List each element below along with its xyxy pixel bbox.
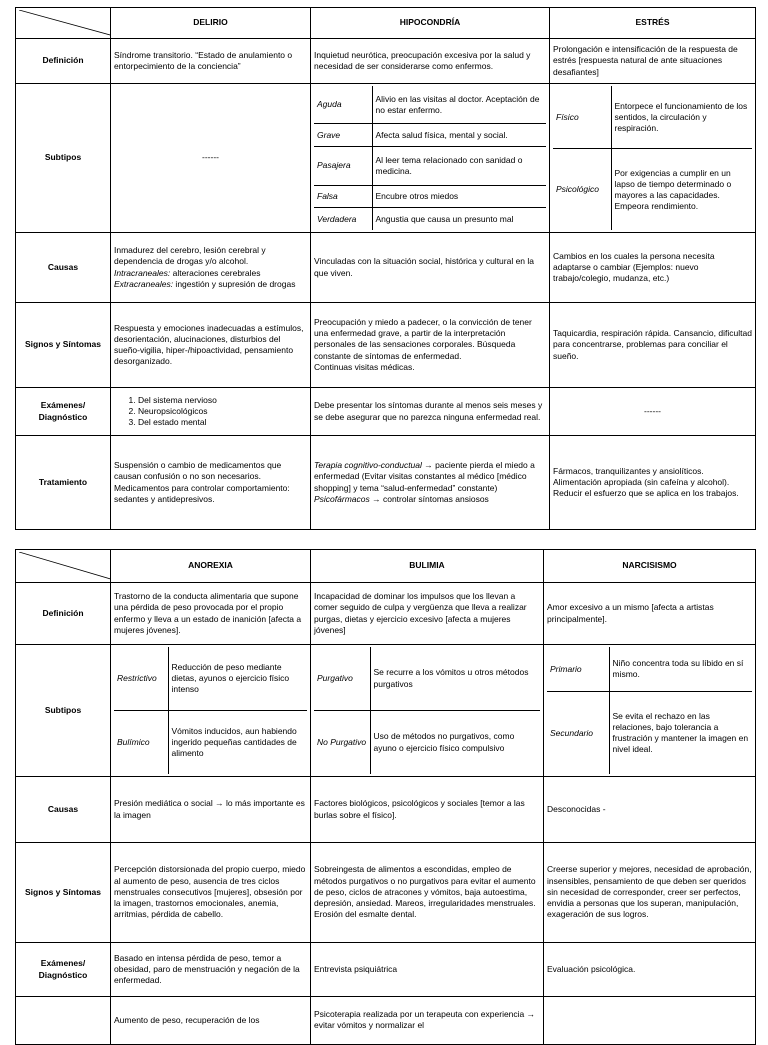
row-label-causas: Causas (16, 777, 111, 843)
narcisismo-subtipos (544, 645, 756, 777)
extracraneales-label: Extracraneales: (114, 278, 174, 289)
header-bulimia: BULIMIA (311, 550, 544, 583)
signos-text: Continuas visitas médicas. (314, 361, 415, 372)
intracraneales-label: Intracraneales: (114, 267, 171, 278)
subtype-name: Psicológico (553, 149, 611, 230)
subtype-name: Físico (553, 86, 611, 149)
subtype-desc: Se recurre a los vómitos u otros métodos purgativos (370, 647, 540, 711)
delirio-tratamiento: Suspensión o cambio de medicamentos que causan confusión o no son necesarios. Medicamentos para controlar comportamiento: sedantes y antidepresivos. (111, 436, 311, 530)
narcisismo-examenes: Evaluación psicológica. (544, 943, 756, 997)
estres-tratamiento: Fármacos, tranquilizantes y ansiolíticos. Alimentación apropiada (sin cafeína y alcohol). Reducir el esfuerzo que se aplica en los trabajos. (550, 436, 756, 530)
subtype-desc: Vómitos inducidos, aun habiendo ingerido pequeñas cantidades de alimento (171, 725, 297, 759)
bulimia-signos: Sobreingesta de alimentos a escondidas, empleo de métodos purgativos o no purgativos para evitar el aumento de peso, ciclos de atracones y vómitos, baja autoestima, depresión, ansiedad. Mareos, irregularidades menstruales. Erosión del esmalte dental. (311, 843, 544, 943)
therapy-text: → controlar síntomas ansiosos (369, 493, 489, 504)
subtype-name: No Purgativo (314, 711, 370, 775)
table-corner-cell (16, 550, 111, 583)
subtype-desc: Encubre otros miedos (372, 185, 546, 208)
header-anorexia: ANOREXIA (111, 550, 311, 583)
anorexia-signos: Percepción distorsionada del propio cuerpo, miedo al aumento de peso, ausencia de tres ciclos menstruales consecutivos [mujeres], obsesión por la imagen, trastornos emocionales, anemia, arritmias, pérdida de cabello. (111, 843, 311, 943)
bulimia-tratamiento: Psicoterapia realizada por un terapeuta con experiencia → evitar vómitos y normalizar el (311, 997, 544, 1045)
subtype-name: Aguda (314, 86, 372, 124)
bulimia-subtipos (311, 645, 544, 777)
delirio-definicion: Síndrome transitorio. “Estado de anulamiento o entorpecimiento de la conciencia” (111, 39, 311, 84)
bulimia-causas: Factores biológicos, psicológicos y sociales [temor a las burlas sobre el físico]. (311, 777, 544, 843)
narcisismo-definicion: Amor excesivo a un mismo [afecta a artistas principalmente]. (544, 583, 756, 645)
row-label-signos: Signos y Síntomas (16, 303, 111, 388)
therapy-text: → paciente pierda el miedo a enfermedad (Evitar visitas constantes al médico [médico shopping] y tema “salud-enfermedad” constante) (314, 460, 535, 493)
row-label-causas: Causas (16, 233, 111, 303)
subtype-desc: Afecta salud física, mental y social. (372, 124, 546, 147)
estres-examenes: ------ (550, 388, 756, 436)
row-label-subtipos: Subtipos (16, 84, 111, 233)
row-label-examenes: Exámenes/ Diagnóstico (16, 388, 111, 436)
estres-subtipos (550, 84, 756, 233)
subtype-name: Purgativo (314, 647, 370, 711)
signos-text: Preocupación y miedo a padecer, o la convicción de tener una enfermedad grave, a partir de la interpretación personales de las sensaciones corporales. Búsqueda constante de síntomas de enfermedad. (314, 316, 532, 361)
extracraneales-text: ingestión y supresión de drogas (173, 278, 296, 289)
header-hipocondria: HIPOCONDRÍA (311, 8, 550, 39)
therapy-label: Psicofármacos (314, 493, 370, 504)
subtype-desc: Reducción de peso mediante dietas, ayunos o ejercicio físico intenso (168, 647, 307, 711)
subtype-name: Grave (314, 124, 372, 147)
hipocondria-subtipos (311, 84, 550, 233)
header-delirio: DELIRIO (111, 8, 311, 39)
header-estres: ESTRÉS (550, 8, 756, 39)
header-narcisismo: NARCISISMO (544, 550, 756, 583)
list-item: 2. Neuropsicológicos (138, 406, 307, 417)
delirio-signos: Respuesta y emociones inadecuadas a estímulos, desorientación, alucinaciones, disturbios del sueño-vigilia, hiper-/hipoactividad, pensamiento desorganizado. (111, 303, 311, 388)
bulimia-examenes: Entrevista psiquiátrica (311, 943, 544, 997)
subtype-name: Primario (547, 647, 609, 692)
hipocondria-definicion: Inquietud neurótica, preocupación excesiva por la salud y necesidad de ser considerarse como enfermos. (311, 39, 550, 84)
subtype-desc: Alivio en las visitas al doctor. Aceptación de no estar enfermo. (372, 86, 546, 124)
narcisismo-causas: Desconocidas - (544, 777, 756, 843)
subtype-desc: Por exigencias a cumplir en un lapso de tiempo determinado o mayores a las capacidades. Empeora rendimiento. (614, 167, 732, 211)
narcisismo-tratamiento (544, 997, 756, 1045)
hipocondria-tratamiento (311, 436, 550, 530)
row-label-tratamiento: Tratamiento (16, 436, 111, 530)
hipocondria-causas: Vinculadas con la situación social, histórica y cultural en la que viven. (311, 233, 550, 303)
delirio-subtipos: ------ (111, 84, 311, 233)
subtype-name: Pasajera (314, 147, 372, 186)
subtype-name: Falsa (314, 185, 372, 208)
row-label-signos: Signos y Síntomas (16, 843, 111, 943)
subtype-desc: Angustia que causa un presunto mal (375, 213, 514, 224)
row-label-tratamiento (16, 997, 111, 1045)
anorexia-tratamiento: Aumento de peso, recuperación de los (111, 997, 311, 1045)
subtype-desc: Entorpece el funcionamiento de los sentidos, la circulación y respiración. (611, 86, 752, 149)
row-label-subtipos: Subtipos (16, 645, 111, 777)
intracraneales-text: alteraciones cerebrales (170, 267, 261, 278)
row-label-definicion: Definición (16, 583, 111, 645)
delirio-causas (111, 233, 311, 303)
table-corner-cell (16, 8, 111, 39)
therapy-label: Terapia cognitivo-conductual (314, 460, 422, 471)
causas-intro: Inmadurez del cerebro, lesión cerebral y dependencia de drogas y/o alcohol. (114, 245, 266, 267)
anorexia-causas: Presión mediática o social → lo más importante es la imagen (111, 777, 311, 843)
estres-definicion: Prolongación e intensificación de la respuesta de estrés [respuesta natural de ante situaciones desafiantes] (550, 39, 756, 84)
subtype-name: Bulímico (114, 711, 168, 775)
subtype-desc: Niño concentra toda su líbido en sí mismo. (609, 647, 752, 692)
row-label-definicion: Definición (16, 39, 111, 84)
delirio-examenes (111, 388, 311, 436)
estres-causas: Cambios en los cuales la persona necesita adaptarse o cambiar (Ejemplos: nuevo trabajo/colegio, mudanza, etc.) (550, 233, 756, 303)
hipocondria-examenes: Debe presentar los síntomas durante al menos seis meses y se debe asegurar que no parezca ninguna enfermedad real. (311, 388, 550, 436)
subtype-desc: Uso de métodos no purgativos, como ayuno o ejercicio físico compulsivo (373, 731, 515, 753)
subtype-name: Verdadera (314, 208, 372, 230)
narcisismo-signos: Creerse superior y mejores, necesidad de aprobación, insensibles, pensamiento de que deben ser queridos sin necesidad de corresponder, creer ser perfectos, envidia a personas que los superan, manipulación, exageración de sus logros. (544, 843, 756, 943)
estres-signos: Taquicardia, respiración rápida. Cansancio, dificultad para concentrarse, problemas para conciliar el sueño. (550, 303, 756, 388)
row-label-examenes: Exámenes/ Diagnóstico (16, 943, 111, 997)
disorders-table-1 (15, 7, 756, 530)
subtype-desc: Se evita el rechazo en las relaciones, bajo tolerancia a frustración y mantener la imagen en nivel ideal. (612, 711, 749, 755)
disorders-table-2 (15, 549, 756, 1045)
list-item: 3. Del estado mental (138, 417, 307, 428)
anorexia-examenes: Basado en intensa pérdida de peso, temor a obesidad, paro de menstruación y negación de la enfermedad. (111, 943, 311, 997)
hipocondria-signos (311, 303, 550, 388)
subtype-name: Restrictivo (114, 647, 168, 711)
list-item: 1. Del sistema nervioso (138, 395, 307, 406)
anorexia-definicion: Trastorno de la conducta alimentaria que supone una pérdida de peso provocada por el propio enfermo y lleva a un estado de inanición [afecta a mujeres jóvenes]. (111, 583, 311, 645)
subtype-desc: Al leer tema relacionado con sanidad o medicina. (372, 147, 546, 186)
bulimia-definicion: Incapacidad de dominar los impulsos que los llevan a comer seguido de culpa y vergüenza que lleva a realizar purgas, dietas y ejercicio excesivo [afecta a mujeres jóvenes] (311, 583, 544, 645)
subtype-name: Secundario (547, 692, 609, 774)
anorexia-subtipos (111, 645, 311, 777)
